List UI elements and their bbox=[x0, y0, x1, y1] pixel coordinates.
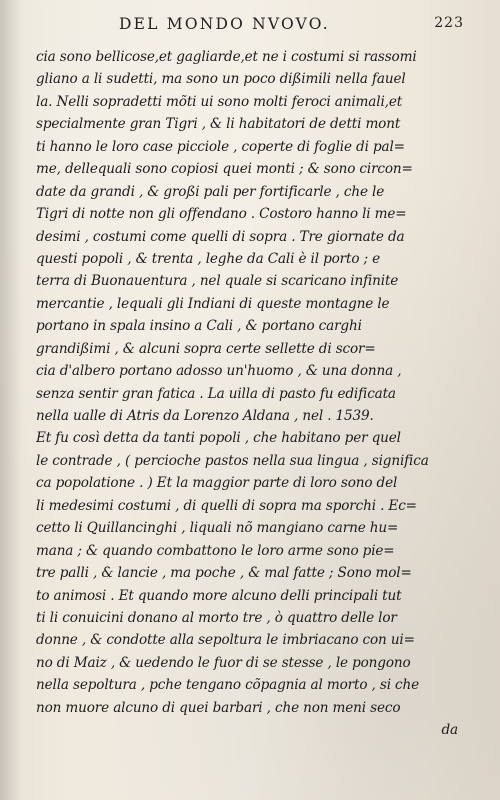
text-line: la. Nelli sopradetti mõti ui sono molti feroci animali,et bbox=[36, 93, 403, 110]
text-line: date da grandi , & großi pali per fortificarle , che le bbox=[36, 183, 385, 200]
running-head: DEL MONDO NVOVO. bbox=[119, 15, 330, 33]
text-line: mercantie , lequali gli Indiani di queste montagne le bbox=[36, 295, 390, 312]
text-line: Tigri di notte non gli offendano . Costoro hanno li me= bbox=[36, 206, 407, 223]
text-line: desimi , costumi come quelli di sopra . Tre giornate da bbox=[36, 228, 405, 245]
text-line: gliano a li sudetti, ma sono un poco dißimili nella fauel bbox=[36, 71, 406, 88]
text-line: me, dellequali sono copiosi quei monti ; & sono circon= bbox=[36, 161, 413, 178]
text-line: tre palli , & lancie , ma poche , & mal fatte ; Sono mol= bbox=[36, 565, 412, 582]
text-line: non muore alcuno di quei barbari , che non meni seco bbox=[36, 699, 401, 716]
text-line: li medesimi costumi , di quelli di sopra ma sporchi . Ec= bbox=[36, 497, 417, 514]
text-line: cia sono bellicose,et gagliarde,et ne i costumi si rassomi bbox=[36, 49, 417, 65]
text-line: terra di Buonauentura , nel quale si scaricano infinite bbox=[36, 273, 399, 290]
text-line: nella ualle di Atris da Lorenzo Aldana , nel . 1539. bbox=[36, 408, 374, 424]
text-line: donne , & condotte alla sepoltura le imbriacano con ui= bbox=[36, 632, 415, 649]
text-line: senza sentir gran fatica . La uilla di pasto fu edificata bbox=[36, 385, 396, 402]
text-line: grandißimi , & alcuni sopra certe sellette di scor= bbox=[36, 340, 376, 357]
text-line: to animosi . Et quando more alcuno delli principali tut bbox=[36, 587, 402, 604]
text-line: no di Maiz , & uedendo le fuor di se stesse , le pongono bbox=[36, 654, 411, 671]
page-header bbox=[0, 15, 500, 45]
text-line: cetto li Quillancinghi , liquali nõ mangiano carne hu= bbox=[36, 520, 399, 537]
text-line: questi popoli , & trenta , leghe da Cali è il porto ; e bbox=[36, 250, 381, 267]
text-line: Et fu così detta da tanti popoli , che habitano per quel bbox=[36, 430, 401, 447]
text-line: cia d'albero portano adosso un'huomo , & una donna , bbox=[36, 363, 402, 380]
text-line: mana ; & quando combattono le loro arme sono pie= bbox=[36, 542, 395, 559]
text-line: le contrade , ( percioche pastos nella sua lingua , significa bbox=[36, 452, 429, 469]
page-number: 223 bbox=[434, 15, 464, 31]
text-line: specialmente gran Tigri , & li habitatori de detti mont bbox=[36, 116, 401, 133]
text-line: portano in spala insino a Cali , & portano carghi bbox=[36, 318, 362, 335]
text-line: ca popolatione . ) Et la maggior parte di loro sono del bbox=[36, 475, 398, 492]
text-line: nella sepoltura , pche tengano cõpagnia al morto , si che bbox=[36, 677, 420, 694]
body-text bbox=[36, 46, 464, 742]
catchword: da bbox=[441, 722, 458, 739]
text-line: ti li conuicini donano al morto tre , ò quattro delle lor bbox=[36, 609, 397, 626]
text-line: ti hanno le loro case picciole , coperte di foglie di pal= bbox=[36, 138, 405, 155]
